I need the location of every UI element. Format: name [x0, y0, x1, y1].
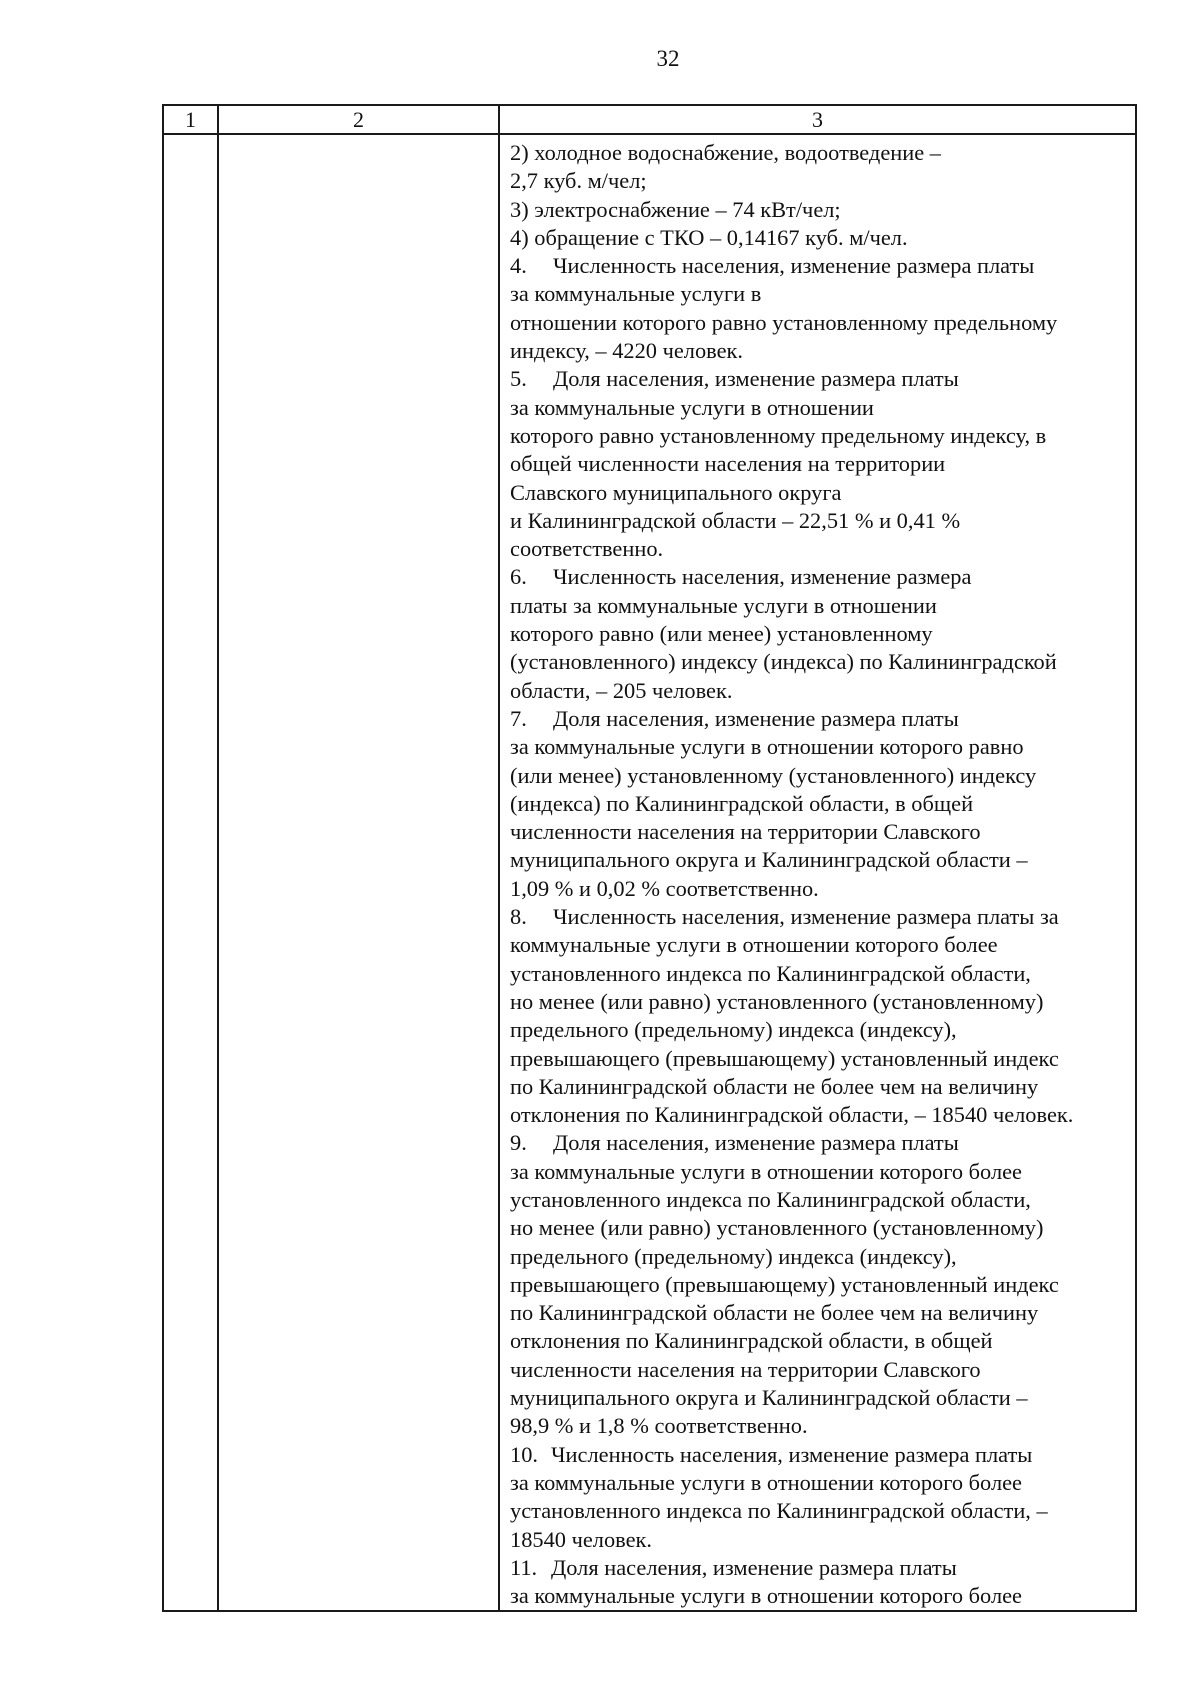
text-line	[510, 818, 1131, 846]
text-line	[510, 1101, 1131, 1129]
text-line	[510, 762, 1131, 790]
line-text: (индекса) по Калининградской области, в общей	[510, 790, 974, 816]
text-line	[510, 1554, 1131, 1582]
table-body-row	[163, 134, 1136, 1611]
line-text: Численность населения, изменение размера платы	[551, 1441, 1033, 1467]
line-text: Доля населения, изменение размера платы	[553, 1130, 959, 1156]
line-text: предельного (предельному) индекса (индексу),	[510, 1017, 957, 1043]
text-line	[510, 733, 1131, 761]
text-line	[510, 450, 1131, 478]
text-line	[510, 1243, 1131, 1271]
line-text: отношении которого равно установленному предельному	[510, 309, 1058, 335]
line-text: 2) холодное водоснабжение, водоотведение –	[510, 140, 941, 165]
line-text: 2,7 куб. м/чел;	[510, 168, 647, 194]
text-line	[510, 1271, 1131, 1299]
text-line	[510, 139, 1131, 167]
text-line	[510, 903, 1131, 931]
text-line	[510, 224, 1131, 252]
text-line	[510, 1214, 1131, 1242]
line-text: установленного индекса по Калининградской области, –	[510, 1498, 1048, 1524]
header-cell-col-2: 2	[218, 105, 499, 134]
col3-text-block	[500, 135, 1135, 1610]
text-line	[510, 790, 1131, 818]
item-number: 10.	[510, 1441, 538, 1467]
line-text: превышающего (превышающему) установленный индекс	[510, 1271, 1059, 1297]
text-line	[510, 1073, 1131, 1101]
line-text: которого равно установленному предельному индексу, в	[510, 422, 1047, 448]
text-line	[510, 1186, 1131, 1214]
line-text: за коммунальные услуги в отношении которого более	[510, 1583, 1022, 1609]
text-line	[510, 1158, 1131, 1186]
line-text: численности населения на территории Славского	[510, 1356, 981, 1382]
text-line	[510, 394, 1131, 422]
text-line	[510, 875, 1131, 903]
line-text: муниципального округа и Калининградской области –	[510, 847, 1028, 873]
text-line	[510, 1582, 1131, 1610]
line-text: общей численности населения на территории	[510, 451, 946, 477]
text-line	[510, 1016, 1131, 1044]
line-text: Доля населения, изменение размера платы	[551, 1554, 957, 1580]
text-line	[510, 1327, 1131, 1355]
line-text: Доля населения, изменение размера платы	[553, 366, 959, 392]
text-line	[510, 1129, 1131, 1157]
item-number: 4.	[510, 253, 527, 279]
line-text: соответственно.	[510, 536, 664, 562]
text-line	[510, 309, 1131, 337]
text-line	[510, 592, 1131, 620]
line-text: области, – 205 человек.	[510, 677, 733, 703]
line-text: установленного индекса по Калининградской области,	[510, 960, 1031, 986]
line-text: 4) обращение с ТКО – 0,14167 куб. м/чел.	[510, 224, 908, 250]
line-text: 1,09 % и 0,02 % соответственно.	[510, 875, 819, 901]
line-text: за коммунальные услуги в отношении которого равно	[510, 734, 1024, 760]
line-text: Доля населения, изменение размера платы	[553, 705, 959, 731]
line-text: по Калининградской области не более чем на величину	[510, 1300, 1039, 1326]
text-line	[510, 648, 1131, 676]
line-text: за коммунальные услуги в отношении	[510, 394, 874, 420]
text-line	[510, 196, 1131, 224]
text-line	[510, 337, 1131, 365]
document-table	[162, 104, 1137, 1612]
line-text: (или менее) установленному (установленного) индексу	[510, 762, 1037, 788]
item-number: 11.	[510, 1554, 538, 1580]
line-text: установленного индекса по Калининградской области,	[510, 1186, 1031, 1212]
item-number: 5.	[510, 366, 527, 392]
line-text: но менее (или равно) установленного (установленному)	[510, 1215, 1044, 1241]
line-text: превышающего (превышающему) установленный индекс	[510, 1045, 1059, 1071]
line-text: Численность населения, изменение размера	[553, 564, 972, 590]
text-line	[510, 1356, 1131, 1384]
item-number: 9.	[510, 1130, 527, 1156]
page-number: 32	[656, 46, 680, 71]
text-line	[510, 252, 1131, 280]
text-line	[510, 507, 1131, 535]
text-line	[510, 1441, 1131, 1469]
line-text: платы за коммунальные услуги в отношении	[510, 592, 937, 618]
text-line	[510, 563, 1131, 591]
text-line	[510, 422, 1131, 450]
line-text: коммунальные услуги в отношении которого более	[510, 932, 998, 958]
text-line	[510, 535, 1131, 563]
body-cell-col-2	[218, 134, 499, 1611]
line-text: предельного (предельному) индекса (индексу),	[510, 1243, 957, 1269]
text-line	[510, 620, 1131, 648]
line-text: которого равно (или менее) установленному	[510, 621, 933, 647]
line-text: и Калининградской области – 22,51 % и 0,41 %	[510, 507, 961, 533]
text-line	[510, 960, 1131, 988]
header-cell-col-1: 1	[163, 105, 218, 134]
line-text: Численность населения, изменение размера платы за	[553, 904, 1059, 930]
item-number: 7.	[510, 705, 527, 731]
text-line	[510, 931, 1131, 959]
line-text: 98,9 % и 1,8 % соответственно.	[510, 1413, 808, 1439]
line-text: но менее (или равно) установленного (установленному)	[510, 988, 1044, 1014]
text-line	[510, 677, 1131, 705]
line-text: муниципального округа и Калининградской области –	[510, 1385, 1028, 1411]
line-text: по Калининградской области не более чем на величину	[510, 1073, 1039, 1099]
text-line	[510, 167, 1131, 195]
line-text: индексу, – 4220 человек.	[510, 338, 744, 364]
text-line	[510, 1045, 1131, 1073]
line-text: (установленного) индексу (индекса) по Калининградской	[510, 649, 1057, 675]
line-text: за коммунальные услуги в отношении которого более	[510, 1469, 1022, 1495]
item-number: 6.	[510, 564, 527, 590]
line-text: численности населения на территории Славского	[510, 819, 981, 845]
header-cell-col-3: 3	[499, 105, 1136, 134]
text-line	[510, 1384, 1131, 1412]
line-text: Славского муниципального округа	[510, 479, 842, 505]
table-header-row	[163, 105, 1136, 134]
text-line	[510, 1497, 1131, 1525]
text-line	[510, 846, 1131, 874]
text-line	[510, 280, 1131, 308]
line-text: Численность населения, изменение размера платы	[553, 253, 1035, 279]
text-line	[510, 365, 1131, 393]
text-line	[510, 1299, 1131, 1327]
line-text: за коммунальные услуги в	[510, 281, 762, 307]
line-text: 18540 человек.	[510, 1526, 652, 1552]
body-cell-col-3	[499, 134, 1136, 1611]
text-line	[510, 1469, 1131, 1497]
item-number: 8.	[510, 904, 527, 930]
text-line	[510, 988, 1131, 1016]
line-text: отклонения по Калининградской области, – 18540 человек.	[510, 1102, 1074, 1128]
body-cell-col-1	[163, 134, 218, 1611]
line-text: за коммунальные услуги в отношении которого более	[510, 1158, 1022, 1184]
text-line	[510, 1412, 1131, 1440]
text-line	[510, 479, 1131, 507]
text-line	[510, 705, 1131, 733]
line-text: 3) электроснабжение – 74 кВт/чел;	[510, 196, 841, 222]
text-line	[510, 1526, 1131, 1554]
line-text: отклонения по Калининградской области, в общей	[510, 1328, 993, 1354]
